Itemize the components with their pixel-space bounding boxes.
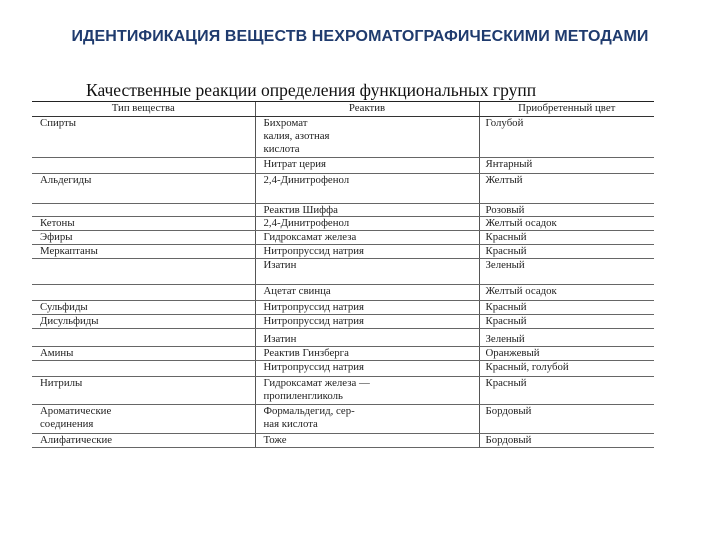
reagent-cell: пропиленгликоль bbox=[255, 390, 479, 405]
color-cell bbox=[479, 272, 654, 285]
reagent-cell: Гидроксамат железа — bbox=[255, 376, 479, 389]
table-row bbox=[32, 231, 654, 245]
table-row bbox=[32, 174, 654, 187]
color-cell: Желтый осадок bbox=[479, 217, 654, 231]
reagent-cell: Изатин bbox=[255, 333, 479, 346]
substance-type-cell bbox=[32, 333, 255, 346]
substance-type-cell bbox=[32, 187, 255, 203]
substance-type-cell: Амины bbox=[32, 346, 255, 360]
color-cell: Бордовый bbox=[479, 434, 654, 448]
substance-type-cell: Кетоны bbox=[32, 217, 255, 231]
table-row bbox=[32, 360, 654, 376]
substance-type-cell bbox=[32, 258, 255, 271]
table-row bbox=[32, 418, 654, 434]
table-row bbox=[32, 376, 654, 389]
reagent-cell: Реактив Гинзберга bbox=[255, 346, 479, 360]
table-row bbox=[32, 130, 654, 143]
color-cell: Желтый bbox=[485, 174, 523, 187]
color-cell: Красный bbox=[479, 301, 654, 315]
substance-type-cell bbox=[32, 203, 255, 217]
table-row bbox=[32, 117, 654, 130]
reagent-cell: Изатин bbox=[255, 258, 479, 271]
table-row bbox=[32, 258, 654, 271]
color-cell bbox=[479, 390, 654, 405]
table-row bbox=[32, 203, 654, 217]
color-cell bbox=[479, 187, 654, 203]
color-cell: Красный bbox=[479, 244, 654, 258]
color-cell: Голубой bbox=[485, 117, 524, 129]
color-cell bbox=[479, 130, 654, 143]
color-cell: Бордовый bbox=[485, 405, 532, 418]
substance-type-cell: соединения bbox=[32, 418, 255, 434]
table-row bbox=[32, 217, 654, 231]
reagent-cell: 2,4-Динитрофенол bbox=[255, 217, 479, 231]
reagent-cell: Тоже bbox=[255, 434, 479, 448]
color-cell: Оранжевый bbox=[479, 346, 654, 360]
reactions-table bbox=[32, 102, 654, 448]
table-row bbox=[32, 346, 654, 360]
header-reagent: Реактив bbox=[255, 102, 479, 117]
color-cell: Желтый осадок bbox=[479, 285, 654, 301]
reagent-cell: Нитропруссид натрия bbox=[255, 301, 479, 315]
reagent-cell: калия, азотная bbox=[255, 130, 479, 143]
table-row bbox=[32, 272, 654, 285]
reagent-cell: Нитропруссид натрия bbox=[255, 360, 479, 376]
reagent-cell bbox=[255, 272, 479, 285]
substance-type-cell: Альдегиды bbox=[32, 174, 255, 187]
reagent-cell: Нитрат церия bbox=[255, 158, 479, 174]
color-cell: Красный bbox=[479, 314, 654, 328]
table-row bbox=[32, 390, 654, 405]
substance-type-cell: Нитрилы bbox=[32, 376, 255, 389]
table-row bbox=[32, 314, 654, 328]
table-row bbox=[32, 285, 654, 301]
table-row bbox=[32, 434, 654, 448]
reagent-cell: Формальдегид, сер- bbox=[255, 405, 479, 418]
substance-type-cell: Ароматические bbox=[32, 405, 255, 418]
substance-type-cell: Спирты bbox=[32, 117, 255, 130]
table-row bbox=[32, 301, 654, 315]
reagent-cell: Ацетат свинца bbox=[255, 285, 479, 301]
header-substance-type: Тип вещества bbox=[32, 102, 255, 117]
header-color: Приобретенный цвет bbox=[479, 102, 654, 117]
reagent-cell: Нитропруссид натрия bbox=[255, 314, 479, 328]
table-row bbox=[32, 143, 654, 158]
substance-type-cell bbox=[32, 158, 255, 174]
color-cell: Красный bbox=[479, 231, 654, 245]
table-row bbox=[32, 187, 654, 203]
header-row bbox=[32, 102, 654, 117]
color-cell: Зеленый bbox=[485, 258, 525, 271]
color-cell bbox=[479, 143, 654, 158]
reagent-cell: Нитропруссид натрия bbox=[255, 244, 479, 258]
substance-type-cell bbox=[32, 143, 255, 158]
table-row bbox=[32, 158, 654, 174]
substance-type-cell bbox=[32, 390, 255, 405]
color-cell: Зеленый bbox=[479, 333, 654, 346]
color-cell: Красный, голубой bbox=[479, 360, 654, 376]
substance-type-cell: Сульфиды bbox=[32, 301, 255, 315]
substance-type-cell bbox=[32, 285, 255, 301]
substance-type-cell: Алифатические bbox=[32, 434, 255, 448]
substance-type-cell: Меркаптаны bbox=[32, 244, 255, 258]
reagent-cell bbox=[255, 187, 479, 203]
table-row bbox=[32, 244, 654, 258]
table-heading: Качественные реакции определения функциональных групп bbox=[86, 80, 537, 100]
reagent-cell: кислота bbox=[255, 143, 479, 158]
substance-type-cell: Дисульфиды bbox=[32, 314, 255, 328]
substance-type-cell bbox=[32, 360, 255, 376]
color-cell: Красный bbox=[485, 376, 527, 389]
reagent-cell: Гидроксамат железа bbox=[255, 231, 479, 245]
reagent-cell: ная кислота bbox=[255, 418, 479, 434]
slide-title: ИДЕНТИФИКАЦИЯ ВЕЩЕСТВ НЕХРОМАТОГРАФИЧЕСКИМИ МЕТОДАМИ bbox=[71, 28, 649, 45]
color-cell: Розовый bbox=[479, 203, 654, 217]
reagent-cell: 2,4-Динитрофенол bbox=[255, 174, 479, 187]
substance-type-cell bbox=[32, 272, 255, 285]
substance-type-cell: Эфиры bbox=[32, 231, 255, 245]
color-cell: Янтарный bbox=[479, 158, 654, 174]
table-row bbox=[32, 405, 654, 418]
substance-type-cell bbox=[32, 130, 255, 143]
reagent-cell: Реактив Шиффа bbox=[255, 203, 479, 217]
table-row bbox=[32, 333, 654, 346]
reagent-cell: Бихромат bbox=[255, 117, 479, 130]
color-cell bbox=[479, 418, 654, 434]
